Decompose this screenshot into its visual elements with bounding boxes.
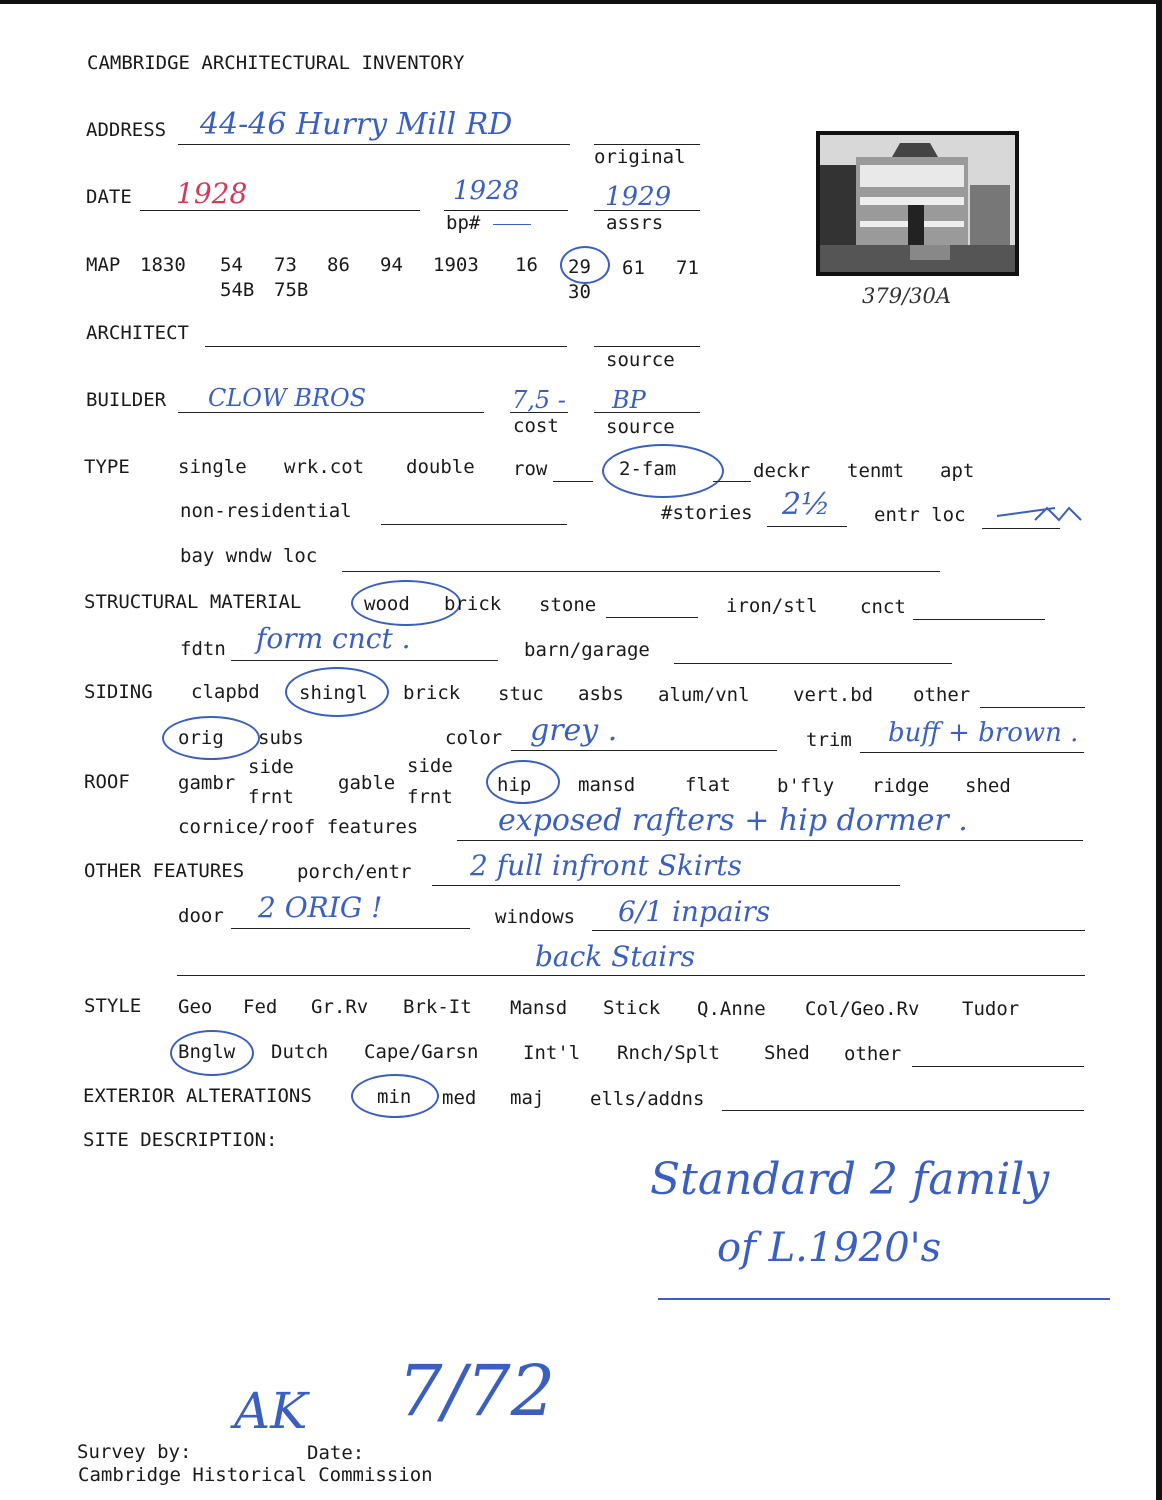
roof-flat: flat [685, 774, 731, 796]
original-label: original [594, 146, 686, 168]
bp-line [444, 210, 568, 211]
fdtn-value: form cnct . [256, 622, 411, 655]
builder-line [178, 412, 484, 413]
struct-cnct: cnct [860, 596, 906, 618]
style-label: STYLE [84, 995, 142, 1017]
alter-ells-addns: ells/addns [590, 1088, 705, 1110]
scan-edge-right [1156, 0, 1162, 1500]
map-label: MAP [86, 254, 121, 276]
map-year-1830: 1830 [140, 254, 186, 276]
map-year-16: 16 [515, 254, 538, 276]
nonres-label: non-residential [180, 500, 352, 522]
struct-stone-line [606, 617, 698, 618]
barn-garage-line [674, 663, 952, 664]
struct-stone: stone [539, 594, 597, 616]
porch-value: 2 full infront Skirts [470, 849, 742, 882]
bp-label: bp# [446, 212, 481, 234]
siding-subs: subs [258, 727, 304, 749]
alter-min: min [377, 1086, 412, 1108]
builder-source-label: source [606, 416, 675, 438]
cornice-label: cornice/roof features [178, 816, 419, 838]
survey-by-label: Survey by: [77, 1441, 192, 1463]
style-cape-garsn: Cape/Garsn [364, 1041, 479, 1063]
style-rnch-splt: Rnch/Splt [617, 1042, 720, 1064]
struct-wood: wood [364, 593, 410, 615]
roof-gable-side: side [407, 755, 453, 777]
footer-commission: Cambridge Historical Commission [78, 1464, 433, 1486]
roof-gable: gable [338, 772, 396, 794]
type-deckr: deckr [753, 460, 811, 482]
stories-label: #stories [661, 502, 753, 524]
roof-gable-frnt: frnt [407, 786, 453, 808]
other-features-label: OTHER FEATURES [84, 860, 245, 882]
alterations-label: EXTERIOR ALTERATIONS [83, 1085, 312, 1107]
date-value: 1928 [176, 177, 248, 210]
map-sub-75b: 75B [274, 279, 309, 301]
porch-label: porch/entr [297, 861, 412, 883]
roof-ridge: ridge [872, 775, 930, 797]
trim-label: trim [806, 729, 852, 751]
siding-orig-circle [162, 716, 260, 760]
map-sub-30: 30 [568, 281, 591, 303]
siding-other-line [980, 707, 1085, 708]
site-description-line1: Standard 2 family [650, 1154, 1050, 1205]
builder-value: CLOW BROS [208, 384, 367, 412]
map-year-1903: 1903 [433, 254, 479, 276]
type-2-fam: 2-fam [619, 458, 677, 480]
siding-other: other [913, 684, 971, 706]
trim-value: buff + brown . [888, 718, 1079, 748]
extra-features-value: back Stairs [535, 940, 696, 973]
style-other-line [912, 1066, 1084, 1067]
style-bnglw-circle [170, 1030, 254, 1076]
type-2-fam-line [713, 481, 751, 482]
windows-label: windows [495, 906, 576, 928]
entr-loc-mark-icon [995, 500, 1085, 526]
fdtn-label: fdtn [180, 638, 226, 660]
extra-features-line [177, 975, 1085, 976]
type-tenmt: tenmt [847, 460, 905, 482]
style-q-anne: Q.Anne [697, 998, 766, 1020]
style-fed: Fed [243, 996, 278, 1018]
address-value: 44-46 Hurry Mill RD [200, 107, 513, 142]
roof-bfly: b'fly [777, 775, 835, 797]
style-geo: Geo [178, 996, 213, 1018]
assrs-value: 1929 [605, 182, 672, 212]
entr-loc-line [982, 528, 1060, 529]
roof-mansd: mansd [578, 774, 636, 796]
siding-stuc: stuc [498, 683, 544, 705]
siding-alum-vnl: alum/vnl [658, 684, 750, 706]
roof-hip-circle [486, 760, 560, 804]
siding-asbs: asbs [578, 683, 624, 705]
original-line [594, 144, 700, 145]
site-description-label: SITE DESCRIPTION: [83, 1129, 278, 1151]
builder-source-line [594, 412, 700, 413]
style-stick: Stick [603, 997, 661, 1019]
style-brk-it: Brk-It [403, 996, 472, 1018]
map-29-circle [560, 246, 610, 284]
style-other: other [844, 1043, 902, 1065]
map-year-94: 94 [380, 254, 403, 276]
house-photo-icon [820, 135, 1015, 272]
site-description-line2: of L.1920's [717, 1225, 942, 1271]
style-intl: Int'l [523, 1042, 581, 1064]
map-year-71: 71 [676, 257, 699, 279]
style-col-geo-rv: Col/Geo.Rv [805, 998, 920, 1020]
stories-value: 2½ [782, 487, 831, 522]
color-line [511, 750, 777, 751]
color-label: color [445, 727, 503, 749]
type-label: TYPE [84, 456, 130, 478]
trim-line [860, 752, 1084, 753]
style-mansd: Mansd [510, 997, 568, 1019]
address-line [178, 144, 570, 145]
alter-min-circle [351, 1074, 439, 1118]
survey-date-label: Date: [307, 1442, 365, 1464]
address-label: ADDRESS [86, 119, 167, 141]
photo-reference: 379/30A [862, 284, 952, 308]
cost-label: cost [513, 415, 559, 437]
survey-date-value: 7/72 [398, 1350, 556, 1432]
building-photo [816, 131, 1019, 276]
windows-value: 6/1 inpairs [618, 895, 771, 928]
survey-by-value: AK [234, 1382, 308, 1440]
map-sub-54b: 54B [220, 279, 255, 301]
stories-line [767, 526, 847, 527]
door-value: 2 ORIG ! [258, 891, 383, 924]
struct-iron: iron/stl [726, 595, 818, 617]
roof-gambr: gambr [178, 772, 236, 794]
siding-shingl: shingl [299, 682, 368, 704]
color-value: grey . [530, 713, 618, 748]
siding-label: SIDING [84, 681, 153, 703]
siding-clapbd: clapbd [191, 681, 260, 703]
bay-wndw-label: bay wndw loc [180, 545, 318, 567]
map-year-61: 61 [622, 257, 645, 279]
structural-label: STRUCTURAL MATERIAL [84, 591, 302, 613]
style-tudor: Tudor [962, 998, 1020, 1020]
form-title: CAMBRIDGE ARCHITECTURAL INVENTORY [87, 52, 465, 74]
cost-value: 7,5 - [512, 386, 566, 414]
style-shed: Shed [764, 1042, 810, 1064]
porch-line [432, 885, 900, 886]
site-description-underline [658, 1298, 1110, 1300]
entr-loc-label: entr loc [874, 504, 966, 526]
nonres-line [381, 524, 567, 525]
date-line [140, 210, 420, 211]
struct-brick: brick [444, 593, 502, 615]
type-apt: apt [940, 460, 975, 482]
map-year-29: 29 [568, 256, 591, 278]
door-label: door [178, 905, 224, 927]
fdtn-line [231, 660, 498, 661]
bay-wndw-line [342, 571, 940, 572]
architect-source-label: source [606, 349, 675, 371]
builder-source-value: BP [612, 386, 646, 414]
roof-gambr-side: side [248, 756, 294, 778]
roof-label: ROOF [84, 771, 130, 793]
type-wrk-cot: wrk.cot [284, 456, 365, 478]
type-double: double [406, 456, 475, 478]
style-dutch: Dutch [271, 1041, 329, 1063]
roof-hip: hip [497, 774, 532, 796]
alter-maj: maj [510, 1087, 545, 1109]
windows-line [592, 930, 1085, 931]
architect-line [205, 346, 567, 347]
date-label: DATE [86, 186, 132, 208]
siding-orig: orig [178, 727, 224, 749]
architect-source-line [594, 346, 700, 347]
roof-gambr-frnt: frnt [248, 786, 294, 808]
assrs-label: assrs [606, 212, 664, 234]
struct-cnct-line [913, 619, 1045, 620]
builder-label: BUILDER [86, 389, 167, 411]
architect-label: ARCHITECT [86, 322, 189, 344]
siding-brick: brick [403, 682, 461, 704]
map-year-86: 86 [327, 254, 350, 276]
roof-shed: shed [965, 775, 1011, 797]
cornice-line [457, 840, 1083, 841]
alter-med: med [442, 1087, 477, 1109]
type-2-fam-circle [602, 444, 724, 498]
scan-edge-top [0, 0, 1162, 4]
type-row: row [513, 458, 548, 480]
style-bnglw: Bnglw [178, 1041, 236, 1063]
map-year-54: 54 [220, 254, 243, 276]
barn-garage-label: barn/garage [524, 639, 650, 661]
style-gr-rv: Gr.Rv [311, 996, 369, 1018]
siding-shingl-circle [285, 667, 389, 717]
door-line [231, 928, 470, 929]
type-single: single [178, 456, 247, 478]
alter-ells-addns-line [722, 1110, 1084, 1111]
map-year-73: 73 [274, 254, 297, 276]
siding-vert-bd: vert.bd [793, 684, 874, 706]
type-row-line [553, 481, 593, 482]
bp-dash [493, 224, 531, 225]
cornice-value: exposed rafters + hip dormer . [498, 803, 968, 838]
bp-value: 1928 [453, 176, 520, 206]
